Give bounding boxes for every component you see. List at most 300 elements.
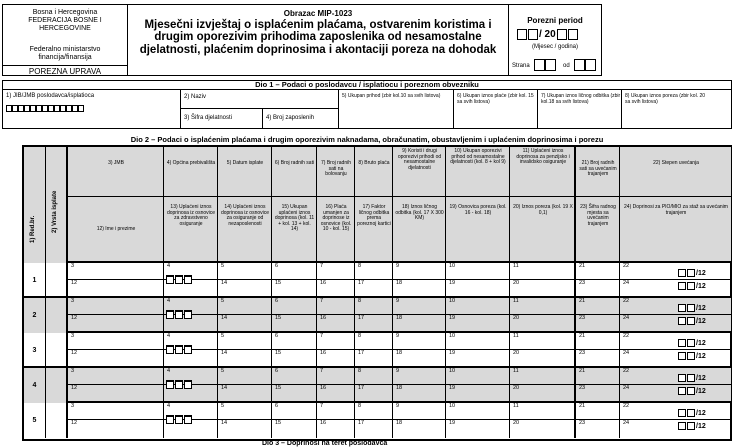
agency-line-2: FEDERACIJA BOSNE I bbox=[28, 17, 102, 24]
cell-number: 20 bbox=[513, 315, 520, 321]
top-data-cell[interactable] bbox=[446, 403, 510, 420]
cell-number: 3 bbox=[71, 333, 75, 339]
cell-number: 10 bbox=[449, 298, 456, 304]
bottom-header-label: 19) Osnovica poreza (kol. 16 - kol. 18) bbox=[449, 204, 507, 216]
cell-number: 20 bbox=[513, 420, 520, 426]
bottom-data-cell[interactable] bbox=[510, 350, 576, 366]
top-header-cell bbox=[317, 147, 355, 197]
top-data-cell[interactable] bbox=[620, 263, 732, 280]
top-data-cell[interactable] bbox=[272, 298, 317, 315]
top-data-cell[interactable] bbox=[317, 263, 355, 280]
cell-number: 8 bbox=[358, 263, 362, 269]
top-data-cell[interactable] bbox=[510, 298, 576, 315]
top-data-cell[interactable] bbox=[355, 333, 393, 350]
bottom-data-cell[interactable] bbox=[355, 385, 393, 401]
cell-number: 12 bbox=[71, 350, 78, 356]
bottom-data-cell[interactable] bbox=[576, 420, 620, 438]
bottom-data-cell[interactable] bbox=[393, 350, 446, 366]
bottom-data-cell[interactable] bbox=[317, 420, 355, 438]
cell-number: 23 bbox=[579, 420, 586, 426]
bottom-data-cell[interactable] bbox=[68, 315, 164, 331]
cell-number: 6 bbox=[275, 403, 279, 409]
top-data-cell[interactable] bbox=[272, 403, 317, 420]
vrsta-isplate-cell[interactable] bbox=[46, 403, 68, 438]
top-data-cell[interactable] bbox=[446, 333, 510, 350]
cell-number: 9 bbox=[396, 368, 400, 374]
bottom-header-label: 17) Faktor ličnog odbitka prema poreznoj kartici bbox=[357, 204, 391, 227]
vrsta-isplate-cell[interactable] bbox=[46, 333, 68, 368]
bottom-header-label: 20) Iznos poreza (kol. 19 X 0,1) bbox=[513, 204, 573, 216]
slash12-label: /12 bbox=[696, 339, 706, 347]
cell-number: 20 bbox=[513, 385, 520, 391]
cell-number: 11 bbox=[513, 368, 519, 374]
cell-number: 23 bbox=[579, 315, 586, 321]
bottom-data-cell[interactable] bbox=[620, 315, 732, 331]
slash12-label: /12 bbox=[696, 282, 706, 290]
cell-number: 12 bbox=[71, 315, 78, 321]
cell-number: 19 bbox=[449, 280, 456, 286]
bottom-header-cell bbox=[272, 197, 317, 263]
row-number: 5 bbox=[24, 403, 46, 438]
cell-number: 5 bbox=[221, 368, 225, 374]
field2-label: 2) Naziv bbox=[184, 94, 207, 100]
slash12-label: /12 bbox=[696, 409, 706, 417]
cell-number: 23 bbox=[579, 280, 586, 286]
field7-label: 7) Ukupan iznos ličnog odbitka (zbir kol.18 sa svih listova) bbox=[541, 93, 621, 105]
form-title: Mjesečni izvještaj o isplaćenim plaćama, ostvarenim koristima i drugim oporezivim prihodima zaposlenika od nesamostalne djelatnosti, plaćenim doprinosima i akontaciji poreza na dohodak bbox=[139, 19, 497, 56]
top-data-cell[interactable] bbox=[355, 368, 393, 385]
top-header-label: 21) Broj radnih sati sa uvećanim trajanjem bbox=[579, 160, 617, 178]
row-number: 4 bbox=[24, 368, 46, 403]
top-data-cell[interactable] bbox=[393, 368, 446, 385]
bottom-header-label: 23) Šifra radnog mjesta sa uvećanim trajanjem bbox=[580, 204, 616, 227]
cell-number: 18 bbox=[396, 385, 403, 391]
table-row bbox=[24, 403, 730, 438]
bottom-data-cell[interactable] bbox=[510, 420, 576, 438]
top-header-cell bbox=[218, 147, 272, 197]
cell-number: 22 bbox=[623, 403, 630, 409]
cell-number: 24 bbox=[623, 315, 630, 321]
cell-number: 22 bbox=[623, 333, 630, 339]
top-header-cell bbox=[272, 147, 317, 197]
ministry-line-2: financija/finansija bbox=[38, 54, 92, 61]
bottom-data-cell[interactable] bbox=[576, 350, 620, 366]
cell-number: 11 bbox=[513, 263, 519, 269]
cell-number: 12 bbox=[71, 280, 78, 286]
cell-number: 23 bbox=[579, 350, 586, 356]
cell-number: 21 bbox=[579, 368, 586, 374]
bottom-data-cell[interactable] bbox=[355, 280, 393, 296]
top-data-cell[interactable] bbox=[317, 368, 355, 385]
top-header-label: 8) Bruto plaća bbox=[358, 160, 390, 166]
top-header-label: 5) Datum isplate bbox=[226, 160, 264, 166]
top-data-cell[interactable] bbox=[272, 333, 317, 350]
top-data-cell[interactable] bbox=[620, 298, 732, 315]
cell-number: 24 bbox=[623, 420, 630, 426]
bottom-header-cell bbox=[317, 197, 355, 263]
agency-name: POREZNA UPRAVA bbox=[3, 65, 127, 77]
bottom-data-cell[interactable] bbox=[317, 385, 355, 401]
cell-number: 3 bbox=[71, 263, 75, 269]
bottom-data-cell[interactable] bbox=[510, 385, 576, 401]
cell-number: 8 bbox=[358, 368, 362, 374]
vrsta-isplate-cell[interactable] bbox=[46, 263, 68, 298]
top-header-label: 10) Ukupan oporezivi prihod od nesamostalne djelatnosti (kol. 8 + kol 9) bbox=[450, 148, 506, 166]
top-header-label: 9) Koristi i drugi oporezivi prihodi od nesamostalne djelatnosti bbox=[397, 148, 442, 171]
top-data-cell[interactable] bbox=[218, 368, 272, 385]
cell-number: 15 bbox=[275, 385, 282, 391]
top-data-cell[interactable] bbox=[446, 298, 510, 315]
top-data-cell[interactable] bbox=[218, 403, 272, 420]
bottom-data-cell[interactable] bbox=[218, 280, 272, 296]
cell-number: 8 bbox=[358, 298, 362, 304]
bottom-data-cell[interactable] bbox=[576, 385, 620, 401]
top-data-cell[interactable] bbox=[218, 298, 272, 315]
ministry-line-1: Federalno ministarstvo bbox=[29, 46, 101, 53]
cell-number: 9 bbox=[396, 333, 400, 339]
top-data-cell[interactable] bbox=[355, 403, 393, 420]
bottom-data-cell[interactable] bbox=[317, 315, 355, 331]
table-row bbox=[24, 333, 730, 368]
bottom-header-label: 18) Iznos ličnog odbitka (kol. 17 X 300 KM) bbox=[395, 204, 444, 222]
title-box bbox=[127, 4, 509, 76]
cell-number: 21 bbox=[579, 263, 586, 269]
slash12-label: /12 bbox=[696, 304, 706, 312]
cell-number: 22 bbox=[623, 298, 630, 304]
bottom-data-cell[interactable] bbox=[218, 350, 272, 366]
bottom-data-cell[interactable] bbox=[393, 385, 446, 401]
row-number: 1 bbox=[24, 263, 46, 298]
bottom-data-cell[interactable] bbox=[218, 315, 272, 331]
bottom-data-cell[interactable] bbox=[446, 350, 510, 366]
cell-number: 16 bbox=[320, 385, 327, 391]
top-data-cell[interactable] bbox=[272, 263, 317, 280]
top-header-cell bbox=[393, 147, 446, 197]
cell-number: 6 bbox=[275, 368, 279, 374]
top-data-cell[interactable] bbox=[510, 333, 576, 350]
top-data-cell[interactable] bbox=[576, 368, 620, 385]
bottom-data-cell[interactable] bbox=[393, 280, 446, 296]
bottom-data-cell[interactable] bbox=[393, 420, 446, 438]
field1-label: 1) JIB/JMB poslodavca/isplatioca bbox=[6, 93, 95, 99]
top-data-cell[interactable] bbox=[355, 263, 393, 280]
cell-number: 21 bbox=[579, 333, 586, 339]
top-data-cell[interactable] bbox=[620, 333, 732, 350]
bottom-header-cell bbox=[218, 197, 272, 263]
cell-number: 5 bbox=[221, 333, 225, 339]
top-data-cell[interactable] bbox=[393, 263, 446, 280]
top-header-cell bbox=[620, 147, 732, 197]
cell-number: 15 bbox=[275, 350, 282, 356]
top-data-cell[interactable] bbox=[317, 403, 355, 420]
slash12-label: /12 bbox=[696, 422, 706, 430]
cell-number: 15 bbox=[275, 280, 282, 286]
form-code: Obrazac MIP-1023 bbox=[283, 9, 353, 18]
col-2-header: 2) Vrsta isplate bbox=[52, 190, 58, 233]
bottom-data-cell[interactable] bbox=[317, 350, 355, 366]
top-data-cell[interactable] bbox=[68, 298, 164, 315]
cell-number: 21 bbox=[579, 403, 586, 409]
bottom-data-cell[interactable] bbox=[576, 315, 620, 331]
cell-number: 5 bbox=[221, 263, 225, 269]
bottom-data-cell[interactable] bbox=[164, 385, 218, 401]
top-data-cell[interactable] bbox=[510, 263, 576, 280]
page-label: Strana bbox=[512, 63, 530, 69]
top-data-cell[interactable] bbox=[272, 368, 317, 385]
bottom-data-cell[interactable] bbox=[272, 385, 317, 401]
cell-number: 17 bbox=[358, 280, 365, 286]
table-row bbox=[24, 263, 730, 298]
bottom-data-cell[interactable] bbox=[164, 350, 218, 366]
page-number-input[interactable] bbox=[545, 59, 556, 71]
slash12-label: /12 bbox=[696, 374, 706, 382]
cell-number: 18 bbox=[396, 350, 403, 356]
part2-table bbox=[22, 145, 732, 441]
bottom-header-label: 24) Doprinosi za PIO/MIO za staž sa uvećanim trajanjem bbox=[624, 204, 728, 216]
top-data-cell[interactable] bbox=[510, 368, 576, 385]
top-data-cell[interactable] bbox=[317, 298, 355, 315]
agency-line-3: HERCEGOVINE bbox=[39, 25, 91, 32]
cell-number: 22 bbox=[623, 263, 630, 269]
cell-number: 16 bbox=[320, 315, 327, 321]
top-header-cell bbox=[164, 147, 218, 197]
cell-number: 14 bbox=[221, 350, 228, 356]
bottom-header-cell bbox=[68, 197, 164, 263]
field6-label: 6) Ukupan iznos plaće (zbir kol. 15 sa svih listova) bbox=[457, 93, 534, 105]
top-data-cell[interactable] bbox=[576, 403, 620, 420]
cell-number: 19 bbox=[449, 420, 456, 426]
bottom-data-cell[interactable] bbox=[164, 420, 218, 438]
table-row bbox=[24, 298, 730, 333]
period-year-prefix: / 20 bbox=[539, 29, 556, 41]
bottom-header-label: 12) Ime i prezime bbox=[96, 226, 136, 232]
top-header-label: 6) Broj radnih sati bbox=[274, 160, 315, 166]
bottom-data-cell[interactable] bbox=[620, 350, 732, 366]
top-header-cell bbox=[68, 147, 164, 197]
cell-number: 4 bbox=[167, 333, 171, 339]
vrsta-isplate-cell[interactable] bbox=[46, 368, 68, 403]
top-data-cell[interactable] bbox=[68, 263, 164, 280]
top-header-label: 7) Broj radnih sati na bolovanju bbox=[320, 160, 351, 178]
cell-number: 11 bbox=[513, 403, 519, 409]
top-data-cell[interactable] bbox=[620, 403, 732, 420]
slash12-label: /12 bbox=[696, 269, 706, 277]
cell-number: 4 bbox=[167, 298, 171, 304]
bottom-header-cell bbox=[576, 197, 620, 263]
cell-number: 10 bbox=[449, 368, 456, 374]
top-header-label: 3) JMB bbox=[108, 160, 124, 166]
slash12-label: /12 bbox=[696, 317, 706, 325]
cell-number: 10 bbox=[449, 333, 456, 339]
cell-number: 11 bbox=[513, 333, 519, 339]
cell-number: 4 bbox=[167, 368, 171, 374]
cell-number: 19 bbox=[449, 350, 456, 356]
cell-number: 20 bbox=[513, 280, 520, 286]
page-total-input[interactable] bbox=[585, 59, 596, 71]
cell-number: 14 bbox=[221, 385, 228, 391]
bottom-data-cell[interactable] bbox=[620, 280, 732, 296]
top-header-cell bbox=[510, 147, 576, 197]
cell-number: 19 bbox=[449, 315, 456, 321]
bottom-data-cell[interactable] bbox=[218, 385, 272, 401]
bottom-data-cell[interactable] bbox=[68, 280, 164, 296]
top-header-cell bbox=[355, 147, 393, 197]
field4-label: 4) Broj zaposlenih bbox=[266, 115, 315, 121]
top-data-cell[interactable] bbox=[355, 298, 393, 315]
bottom-data-cell[interactable] bbox=[355, 315, 393, 331]
cell-number: 19 bbox=[449, 385, 456, 391]
top-data-cell[interactable] bbox=[576, 263, 620, 280]
cell-number: 17 bbox=[358, 385, 365, 391]
cell-number: 7 bbox=[320, 368, 324, 374]
cell-number: 10 bbox=[449, 403, 456, 409]
bottom-data-cell[interactable] bbox=[218, 420, 272, 438]
cell-number: 24 bbox=[623, 280, 630, 286]
bottom-header-cell bbox=[446, 197, 510, 263]
cell-number: 9 bbox=[396, 403, 400, 409]
cell-number: 16 bbox=[320, 280, 327, 286]
field8-label: 8) Ukupan iznos poreza (zbir kol. 20 sa svih listova) bbox=[625, 93, 706, 105]
cell-number: 21 bbox=[579, 298, 586, 304]
bottom-data-cell[interactable] bbox=[446, 280, 510, 296]
cell-number: 18 bbox=[396, 280, 403, 286]
top-header-cell bbox=[576, 147, 620, 197]
top-data-cell[interactable] bbox=[446, 368, 510, 385]
top-data-cell[interactable] bbox=[446, 263, 510, 280]
cell-number: 22 bbox=[623, 368, 630, 374]
top-data-cell[interactable] bbox=[317, 333, 355, 350]
bottom-header-label: 15) Ukupan uplaćeni iznos doprinosa (kol. 11 + kol. 13 + kol. 14) bbox=[274, 204, 315, 233]
bottom-data-cell[interactable] bbox=[68, 385, 164, 401]
slash12-label: /12 bbox=[696, 387, 706, 395]
bottom-data-cell[interactable] bbox=[272, 280, 317, 296]
bottom-data-cell[interactable] bbox=[317, 280, 355, 296]
cell-number: 24 bbox=[623, 350, 630, 356]
top-data-cell[interactable] bbox=[393, 403, 446, 420]
top-data-cell[interactable] bbox=[620, 368, 732, 385]
table-row bbox=[24, 368, 730, 403]
top-header-label: 4) Općina prebivališta bbox=[166, 160, 216, 166]
bottom-data-cell[interactable] bbox=[620, 385, 732, 401]
top-data-cell[interactable] bbox=[68, 368, 164, 385]
cell-number: 11 bbox=[513, 298, 519, 304]
cell-number: 14 bbox=[221, 420, 228, 426]
top-data-cell[interactable] bbox=[218, 333, 272, 350]
part3-title: Dio 3 – Doprinosi na teret poslodavca bbox=[262, 440, 388, 447]
cell-number: 7 bbox=[320, 333, 324, 339]
cell-number: 7 bbox=[320, 403, 324, 409]
bottom-data-cell[interactable] bbox=[164, 280, 218, 296]
bottom-data-cell[interactable] bbox=[510, 315, 576, 331]
cell-number: 5 bbox=[221, 403, 225, 409]
cell-number: 18 bbox=[396, 420, 403, 426]
top-header-label: 11) Uplaćeni iznos doprinosa za penzijsko i invalidsko osiguranje bbox=[516, 148, 570, 166]
cell-number: 9 bbox=[396, 298, 400, 304]
top-data-cell[interactable] bbox=[510, 403, 576, 420]
bottom-data-cell[interactable] bbox=[272, 315, 317, 331]
bottom-data-cell[interactable] bbox=[446, 315, 510, 331]
part1-title: Dio 1 – Podaci o poslodavcu / isplatiocu i poreznom obvezniku bbox=[2, 80, 732, 89]
cell-number: 3 bbox=[71, 368, 75, 374]
bottom-header-label: 14) Uplaćeni iznos doprinosa iz osnovice za osiguranje od nezaposlenosti bbox=[220, 204, 270, 227]
top-data-cell[interactable] bbox=[393, 298, 446, 315]
vrsta-isplate-cell[interactable] bbox=[46, 298, 68, 333]
cell-number: 3 bbox=[71, 298, 75, 304]
bottom-data-cell[interactable] bbox=[620, 420, 732, 438]
cell-number: 8 bbox=[358, 333, 362, 339]
col-1-header: 1) Red.br. bbox=[30, 215, 36, 243]
cell-number: 7 bbox=[320, 298, 324, 304]
bottom-header-cell bbox=[620, 197, 732, 263]
part2-title: Dio 2 – Podaci o isplaćenim plaćama i drugim oporezivim naknadama, obračunatim, obustavljenim i uplaćenim doprinosima i porezu bbox=[130, 135, 604, 144]
cell-number: 5 bbox=[221, 298, 225, 304]
jib-input[interactable] bbox=[6, 100, 84, 118]
cell-number: 12 bbox=[71, 385, 78, 391]
field5-label: 5) Ukupan prihod (zbir kol.10 sa svih listova) bbox=[342, 93, 441, 99]
bottom-data-cell[interactable] bbox=[68, 420, 164, 438]
cell-number: 12 bbox=[71, 420, 78, 426]
bottom-data-cell[interactable] bbox=[510, 280, 576, 296]
cell-number: 4 bbox=[167, 263, 171, 269]
top-data-cell[interactable] bbox=[576, 333, 620, 350]
cell-number: 10 bbox=[449, 263, 456, 269]
bottom-data-cell[interactable] bbox=[446, 385, 510, 401]
cell-number: 7 bbox=[320, 263, 324, 269]
cell-number: 20 bbox=[513, 350, 520, 356]
cell-number: 18 bbox=[396, 315, 403, 321]
top-data-cell[interactable] bbox=[393, 333, 446, 350]
bottom-header-cell bbox=[355, 197, 393, 263]
bottom-header-cell bbox=[393, 197, 446, 263]
cell-number: 17 bbox=[358, 315, 365, 321]
row-number: 3 bbox=[24, 333, 46, 368]
top-data-cell[interactable] bbox=[576, 298, 620, 315]
top-data-cell[interactable] bbox=[218, 263, 272, 280]
top-data-cell[interactable] bbox=[68, 403, 164, 420]
page-of: od bbox=[563, 63, 570, 69]
bottom-data-cell[interactable] bbox=[272, 350, 317, 366]
cell-number: 17 bbox=[358, 420, 365, 426]
period-input[interactable] bbox=[517, 29, 601, 40]
period-box bbox=[508, 4, 602, 76]
cell-number: 6 bbox=[275, 263, 279, 269]
bottom-header-cell bbox=[164, 197, 218, 263]
top-header-label: 22) Stepen uvećanja bbox=[653, 160, 699, 166]
cell-number: 15 bbox=[275, 315, 282, 321]
top-data-cell[interactable] bbox=[68, 333, 164, 350]
cell-number: 9 bbox=[396, 263, 400, 269]
bottom-data-cell[interactable] bbox=[164, 315, 218, 331]
bottom-data-cell[interactable] bbox=[272, 420, 317, 438]
cell-number: 4 bbox=[167, 403, 171, 409]
cell-number: 6 bbox=[275, 333, 279, 339]
bottom-data-cell[interactable] bbox=[355, 420, 393, 438]
bottom-data-cell[interactable] bbox=[576, 280, 620, 296]
cell-number: 8 bbox=[358, 403, 362, 409]
bottom-data-cell[interactable] bbox=[446, 420, 510, 438]
bottom-data-cell[interactable] bbox=[355, 350, 393, 366]
bottom-data-cell[interactable] bbox=[68, 350, 164, 366]
agency-line-1: Bosna i Hercegovina bbox=[32, 9, 98, 16]
period-label: Porezni period bbox=[527, 16, 583, 25]
row-number: 2 bbox=[24, 298, 46, 333]
cell-number: 14 bbox=[221, 315, 228, 321]
cell-number: 23 bbox=[579, 385, 586, 391]
part1-fields bbox=[2, 89, 732, 129]
cell-number: 17 bbox=[358, 350, 365, 356]
bottom-data-cell[interactable] bbox=[393, 315, 446, 331]
cell-number: 14 bbox=[221, 280, 228, 286]
